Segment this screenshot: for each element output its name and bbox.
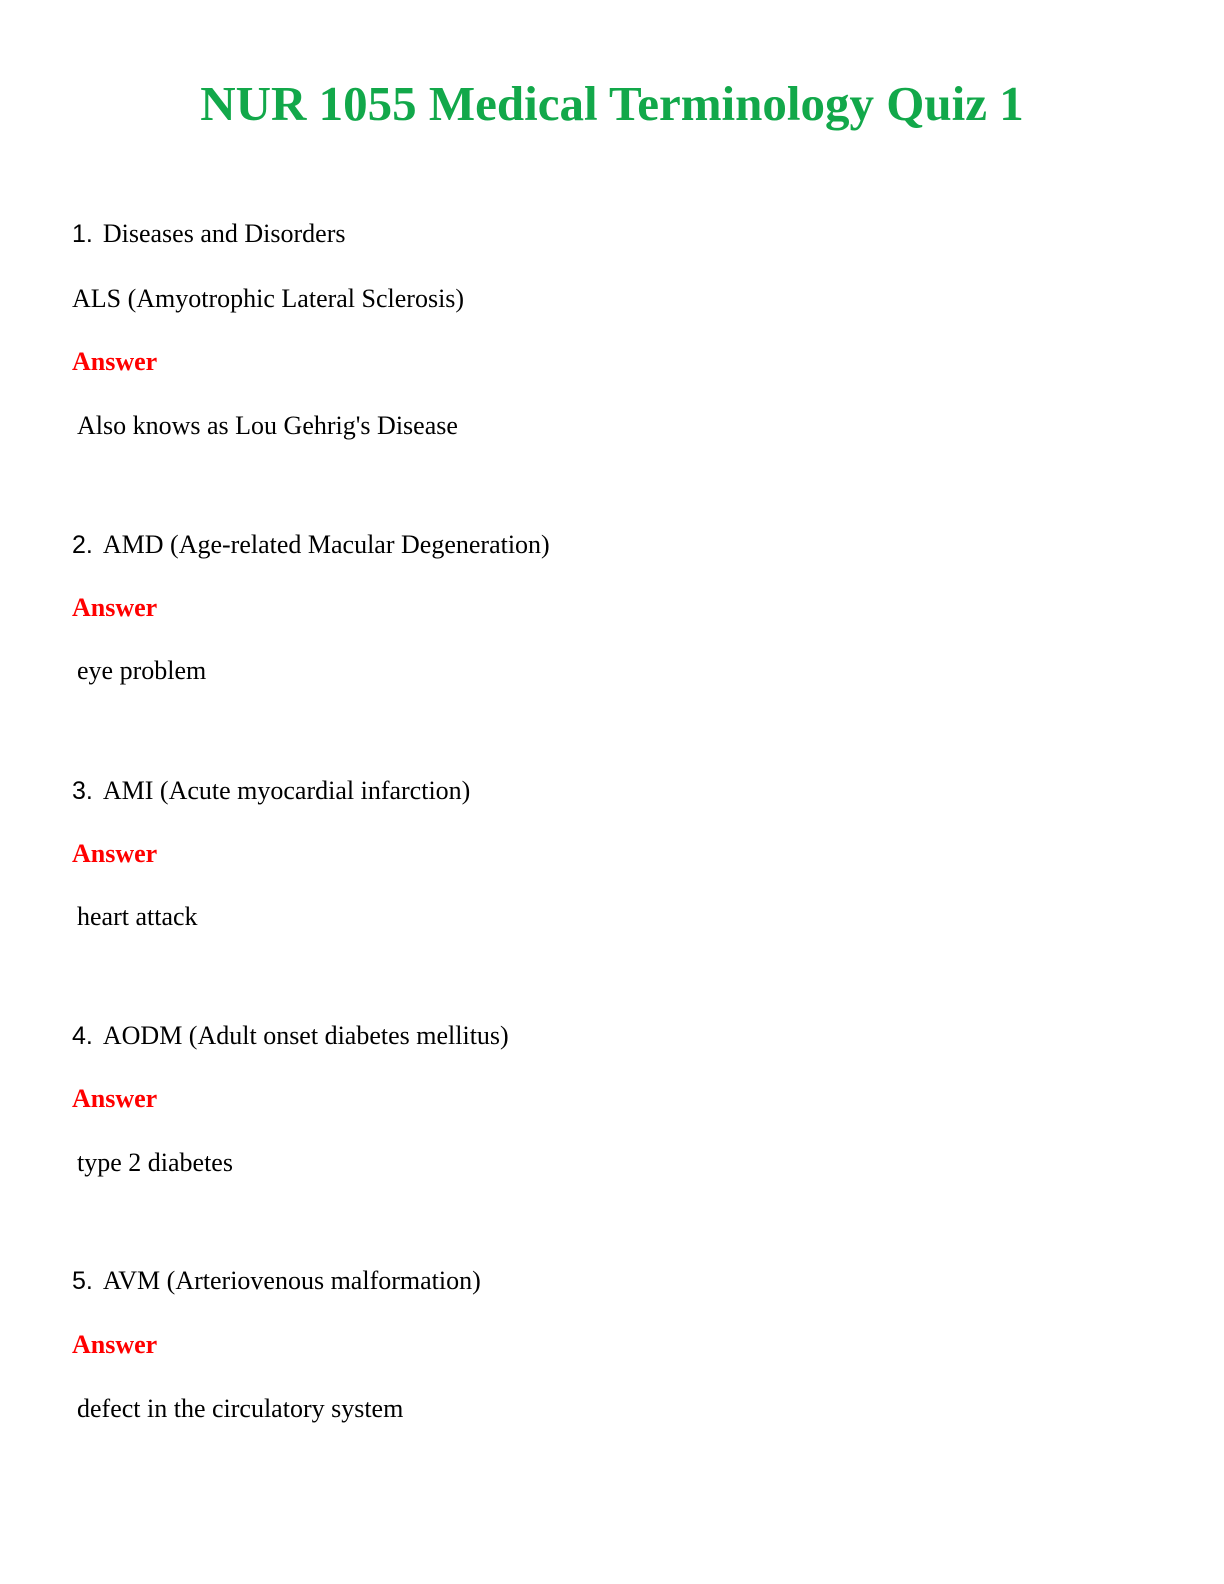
question-2-text: AMD (Age-related Macular Degeneration) (102, 530, 550, 559)
question-4-answer: type 2 diabetes (77, 1148, 233, 1177)
question-5-answer: defect in the circulatory system (77, 1394, 404, 1423)
question-1-answer: Also knows as Lou Gehrig's Disease (77, 411, 458, 440)
question-1-answer-label: Answer (72, 347, 158, 376)
question-2-number: 2. (72, 531, 93, 559)
question-5-number: 5. (72, 1267, 93, 1295)
question-1-prompt (72, 218, 345, 250)
question-5-prompt (72, 1265, 481, 1297)
question-2-answer: eye problem (77, 656, 207, 685)
question-1-text: Diseases and Disorders (102, 219, 346, 248)
question-3-text: AMI (Acute myocardial infarction) (102, 776, 471, 805)
question-5-answer-label: Answer (72, 1330, 158, 1359)
question-3-number: 3. (72, 777, 93, 805)
question-5-text: AVM (Arteriovenous malformation) (102, 1266, 481, 1295)
question-3-answer: heart attack (77, 902, 198, 931)
question-3-prompt (72, 775, 470, 807)
question-4-number: 4. (72, 1022, 93, 1050)
question-4-prompt (72, 1020, 509, 1052)
question-4-answer-label: Answer (72, 1084, 158, 1113)
question-2-prompt (72, 529, 550, 561)
question-4-text: AODM (Adult onset diabetes mellitus) (102, 1021, 509, 1050)
question-3-answer-label: Answer (72, 839, 158, 868)
question-2-answer-label: Answer (72, 593, 158, 622)
question-1-number: 1. (72, 220, 93, 248)
question-1-subprompt: ALS (Amyotrophic Lateral Sclerosis) (72, 284, 465, 313)
document-title: NUR 1055 Medical Terminology Quiz 1 (200, 76, 1024, 131)
